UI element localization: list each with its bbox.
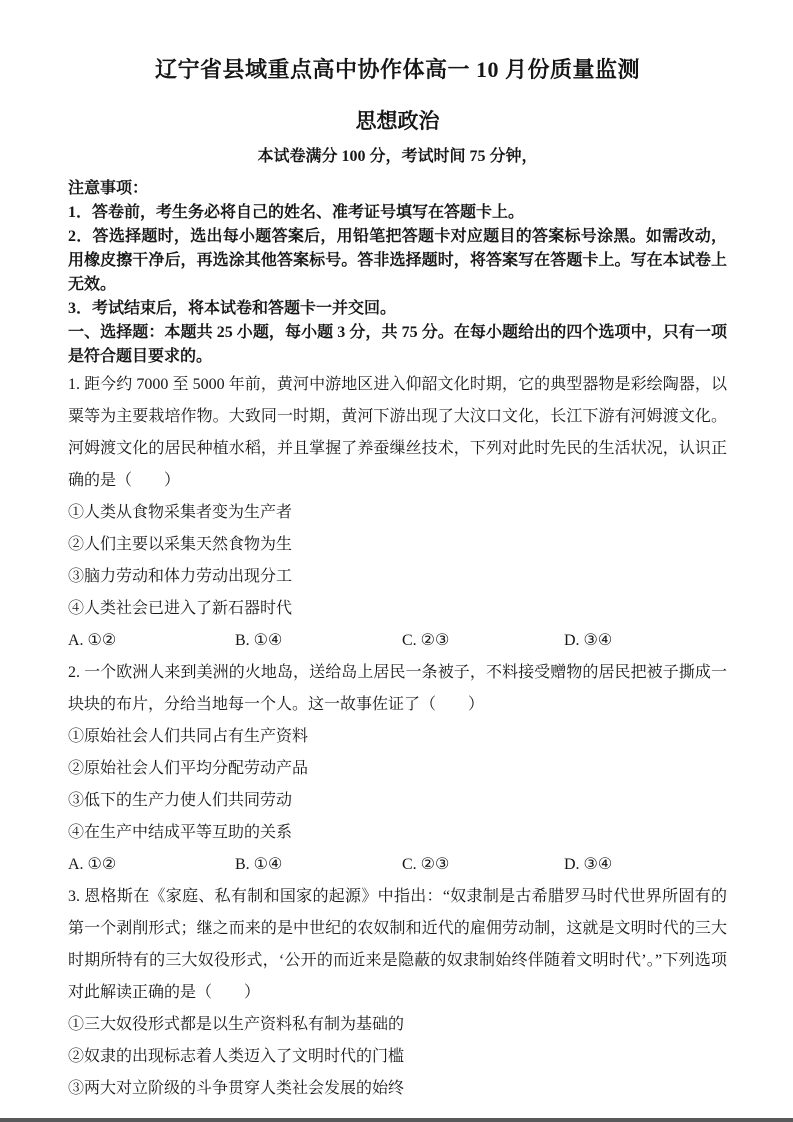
- question-3-statement-2: ②奴隶的出现标志着人类迈入了文明时代的门槛: [68, 1048, 405, 1065]
- question-3-stem: 3. 恩格斯在《家庭、私有制和国家的起源》中指出：“奴隶制是古希腊罗马时代世界所固有的第一个剥削形式；继之而来的是中世纪的农奴制和近代的雇佣劳动制，这就是文明时代的三大时期所特有的三大奴役形式，‘公开的而近来是隐蔽的奴隶制始终伴随着文明时代’。”下列选项对此解读正确的是（ ）: [68, 888, 727, 1001]
- question-1-statement-3: ③脑力劳动和体力劳动出现分工: [68, 568, 293, 585]
- question-1-statement-4: ④人类社会已进入了新石器时代: [68, 600, 293, 617]
- question-2-choice-a: A. ①②: [68, 856, 117, 873]
- question-2-statement-1: ①原始社会人们共同占有生产资料: [68, 728, 309, 745]
- notice-heading: 注意事项：: [68, 180, 149, 197]
- question-2-statement-2: ②原始社会人们平均分配劳动产品: [68, 760, 309, 777]
- question-3-statement-1: ①三大奴役形式都是以生产资料私有制为基础的: [68, 1016, 405, 1033]
- exam-info-line: 本试卷满分 100 分，考试时间 75 分钟，: [257, 148, 538, 165]
- question-3-statement-3: ③两大对立阶级的斗争贯穿人类社会发展的始终: [68, 1080, 405, 1097]
- notice-item-3: 3．考试结束后，将本试卷和答题卡一并交回。: [68, 300, 397, 317]
- question-1-choice-a: A. ①②: [68, 632, 117, 649]
- question-2-statement-4: ④在生产中结成平等互助的关系: [68, 824, 293, 841]
- notice-item-2: 2．答选择题时，选出每小题答案后，用铅笔把答题卡对应题目的答案标号涂黑。如需改动，用橡皮擦干净后，再选涂其他答案标号。答非选择题时，将答案写在答题卡上。写在本试卷上无效。: [68, 228, 727, 293]
- question-1-choice-c: C. ②③: [402, 632, 450, 649]
- page-bottom-edge: [0, 1118, 793, 1122]
- question-2-choices: [68, 849, 727, 881]
- question-1-choice-b: B. ①④: [235, 632, 283, 649]
- question-2-choice-b: B. ①④: [235, 856, 283, 873]
- question-2: [68, 657, 727, 881]
- page-title: 辽宁省县域重点高中协作体高一 10 月份质量监测: [154, 57, 640, 82]
- question-2-choice-d: D. ③④: [564, 856, 613, 873]
- question-1-stem: 1. 距今约 7000 至 5000 年前，黄河中游地区进入仰韶文化时期，它的典型器物是彩绘陶器，以粟等为主要栽培作物。大致同一时期，黄河下游出现了大汶口文化，长江下游有河姆渡文化。河姆渡文化的居民种植水稻，并且掌握了养蚕缫丝技术，下列对此时先民的生活状况，认识正确的是（ ）: [68, 376, 727, 489]
- question-1: [68, 369, 727, 657]
- notice-block: [68, 177, 727, 321]
- question-1-choice-d: D. ③④: [564, 632, 613, 649]
- question-3: [68, 881, 727, 1105]
- section-heading: 一、选择题：本题共 25 小题，每小题 3 分，共 75 分。在每小题给出的四个选项中，只有一项是符合题目要求的。: [68, 324, 727, 365]
- notice-item-1: 1．答卷前，考生务必将自己的姓名、准考证号填写在答题卡上。: [68, 204, 525, 221]
- question-2-choice-c: C. ②③: [402, 856, 450, 873]
- question-2-statement-3: ③低下的生产力使人们共同劳动: [68, 792, 293, 809]
- question-1-statement-1: ①人类从食物采集者变为生产者: [68, 504, 293, 521]
- subam-subject-title: 思想政治: [355, 109, 440, 133]
- question-1-statement-2: ②人们主要以采集天然食物为生: [68, 536, 293, 553]
- question-1-choices: [68, 625, 727, 657]
- question-2-stem: 2. 一个欧洲人来到美洲的火地岛，送给岛上居民一条被子，不料接受赠物的居民把被子撕成一块块的布片，分给当地每一个人。这一故事佐证了（ ）: [68, 664, 727, 713]
